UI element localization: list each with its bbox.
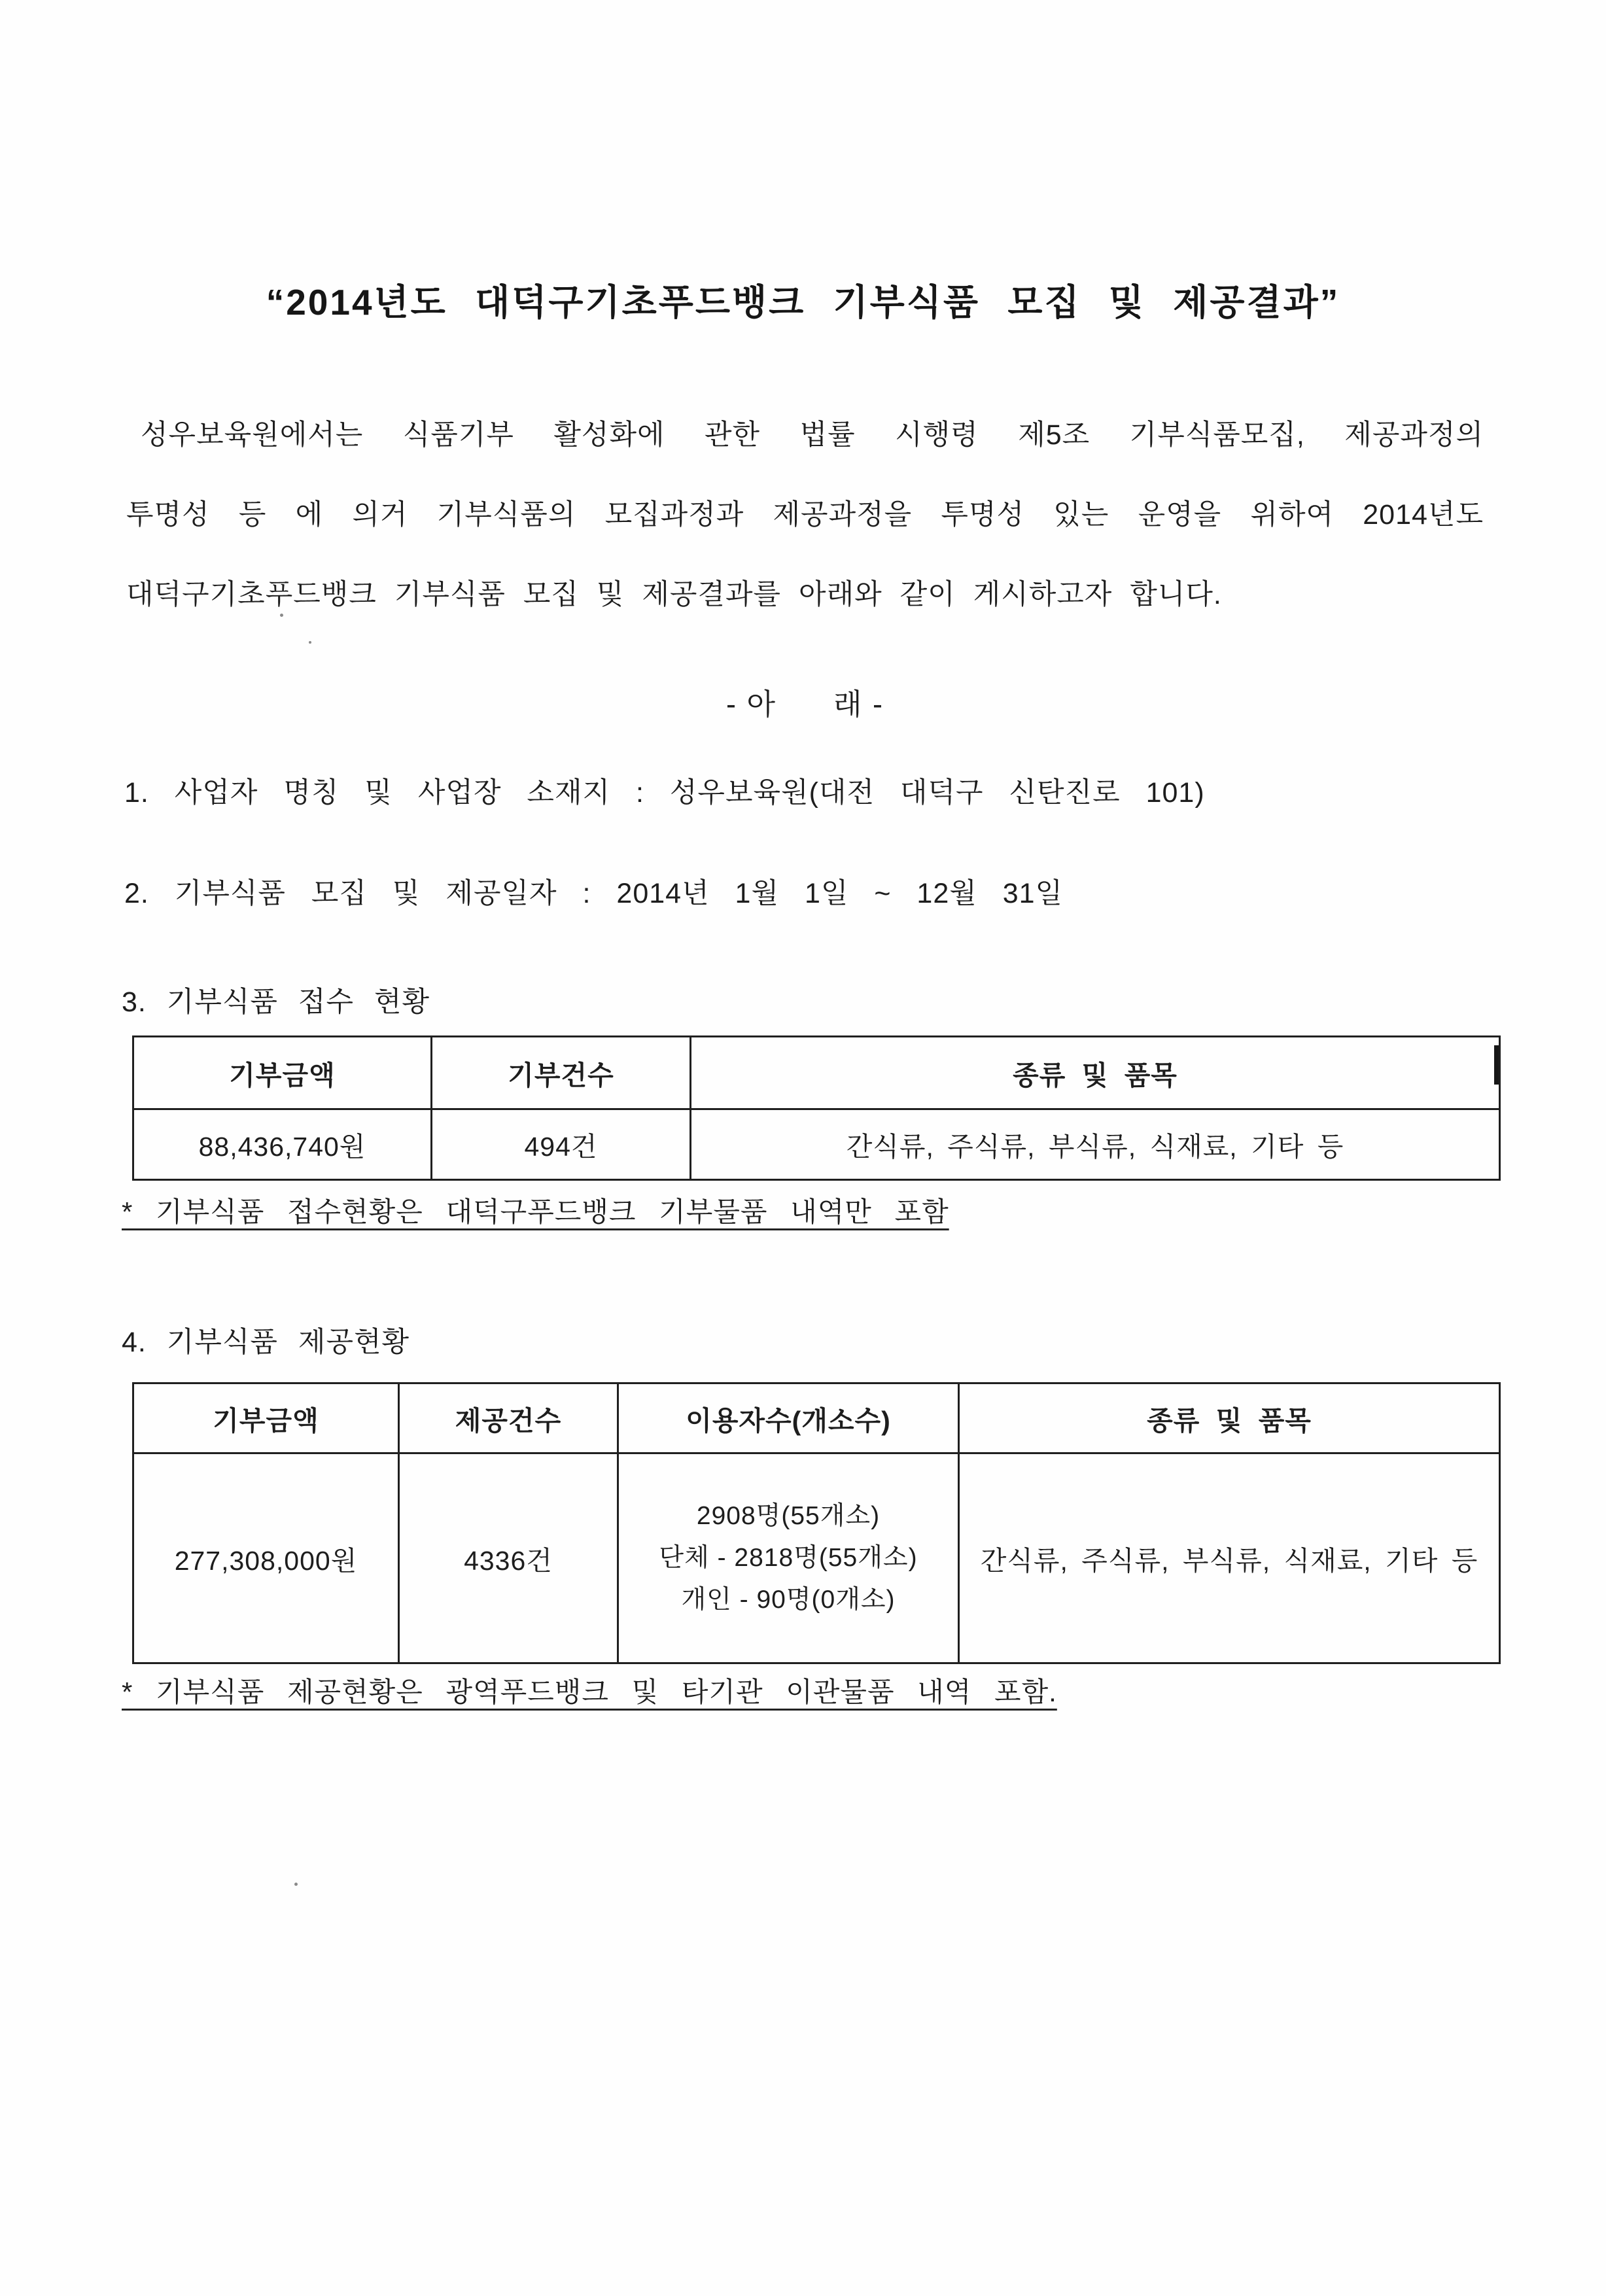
header-donation-amount: 기부금액 [133, 1037, 432, 1109]
header-donation-count: 기부건수 [432, 1037, 691, 1109]
donation-receipt-table [132, 1035, 1501, 1181]
intro-line: 대덕구기초푸드뱅크 기부식품 모집 및 제공결과를 아래와 같이 게시하고자 합니다. [126, 579, 1222, 610]
user-count-individuals: 개인 - 90명(0개소) [681, 1586, 896, 1614]
cell-user-count [618, 1453, 959, 1663]
header-item-types: 종류 및 품목 [959, 1383, 1500, 1453]
intro-line: 투명성 등 에 의거 기부식품의 모집과정과 제공과정을 투명성 있는 운영을 위하여 2014년도 [126, 499, 1484, 531]
scan-artifact-bar [1494, 1045, 1499, 1085]
cell-donation-count: 494건 [432, 1109, 691, 1180]
section4-footnote: * 기부식품 제공현황은 광역푸드뱅크 및 타기관 이관물품 내역 포함. [122, 1677, 1057, 1707]
user-count-groups: 단체 - 2818명(55개소) [659, 1544, 918, 1572]
table-header-row [133, 1383, 1500, 1453]
cell-item-types: 간식류, 주식류, 부식류, 식재료, 기타 등 [691, 1109, 1500, 1180]
header-user-count: 이용자수(개소수) [618, 1383, 959, 1453]
table-row [133, 1109, 1500, 1180]
cell-provision-count: 4336건 [399, 1453, 618, 1663]
user-count-total: 2908명(55개소) [696, 1502, 881, 1530]
scan-speck [280, 614, 283, 617]
intro-paragraph [126, 395, 1484, 635]
document-title: “2014년도 대덕구기초푸드뱅크 기부식품 모집 및 제공결과” [266, 282, 1340, 322]
cell-donation-amount: 88,436,740원 [133, 1109, 432, 1180]
donation-provision-table [132, 1382, 1501, 1664]
section4-heading: 4. 기부식품 제공현황 [122, 1327, 410, 1358]
header-provision-count: 제공건수 [399, 1383, 618, 1453]
list-item-business-name: 1. 사업자 명칭 및 사업장 소재지 : 성우보육원(대전 대덕구 신탄진로 101) [124, 777, 1205, 809]
scan-speck [309, 641, 311, 644]
cell-item-types: 간식류, 주식류, 부식류, 식재료, 기타 등 [959, 1453, 1500, 1663]
scan-speck [294, 1883, 298, 1886]
below-divider: - 아 래 - [726, 687, 884, 721]
header-donation-amount: 기부금액 [133, 1383, 399, 1453]
intro-line: 성우보육원에서는 식품기부 활성화에 관한 법률 시행령 제5조 기부식품모집, 제공과정의 [141, 419, 1484, 451]
list-item-collection-period: 2. 기부식품 모집 및 제공일자 : 2014년 1월 1일 ~ 12월 31일 [124, 878, 1064, 909]
table-header-row [133, 1037, 1500, 1109]
section3-footnote: * 기부식품 접수현황은 대덕구푸드뱅크 기부물품 내역만 포함 [122, 1196, 949, 1227]
section3-heading: 3. 기부식품 접수 현황 [122, 986, 430, 1018]
cell-donation-amount: 277,308,000원 [133, 1453, 399, 1663]
header-item-types: 종류 및 품목 [691, 1037, 1500, 1109]
table-row [133, 1453, 1500, 1663]
